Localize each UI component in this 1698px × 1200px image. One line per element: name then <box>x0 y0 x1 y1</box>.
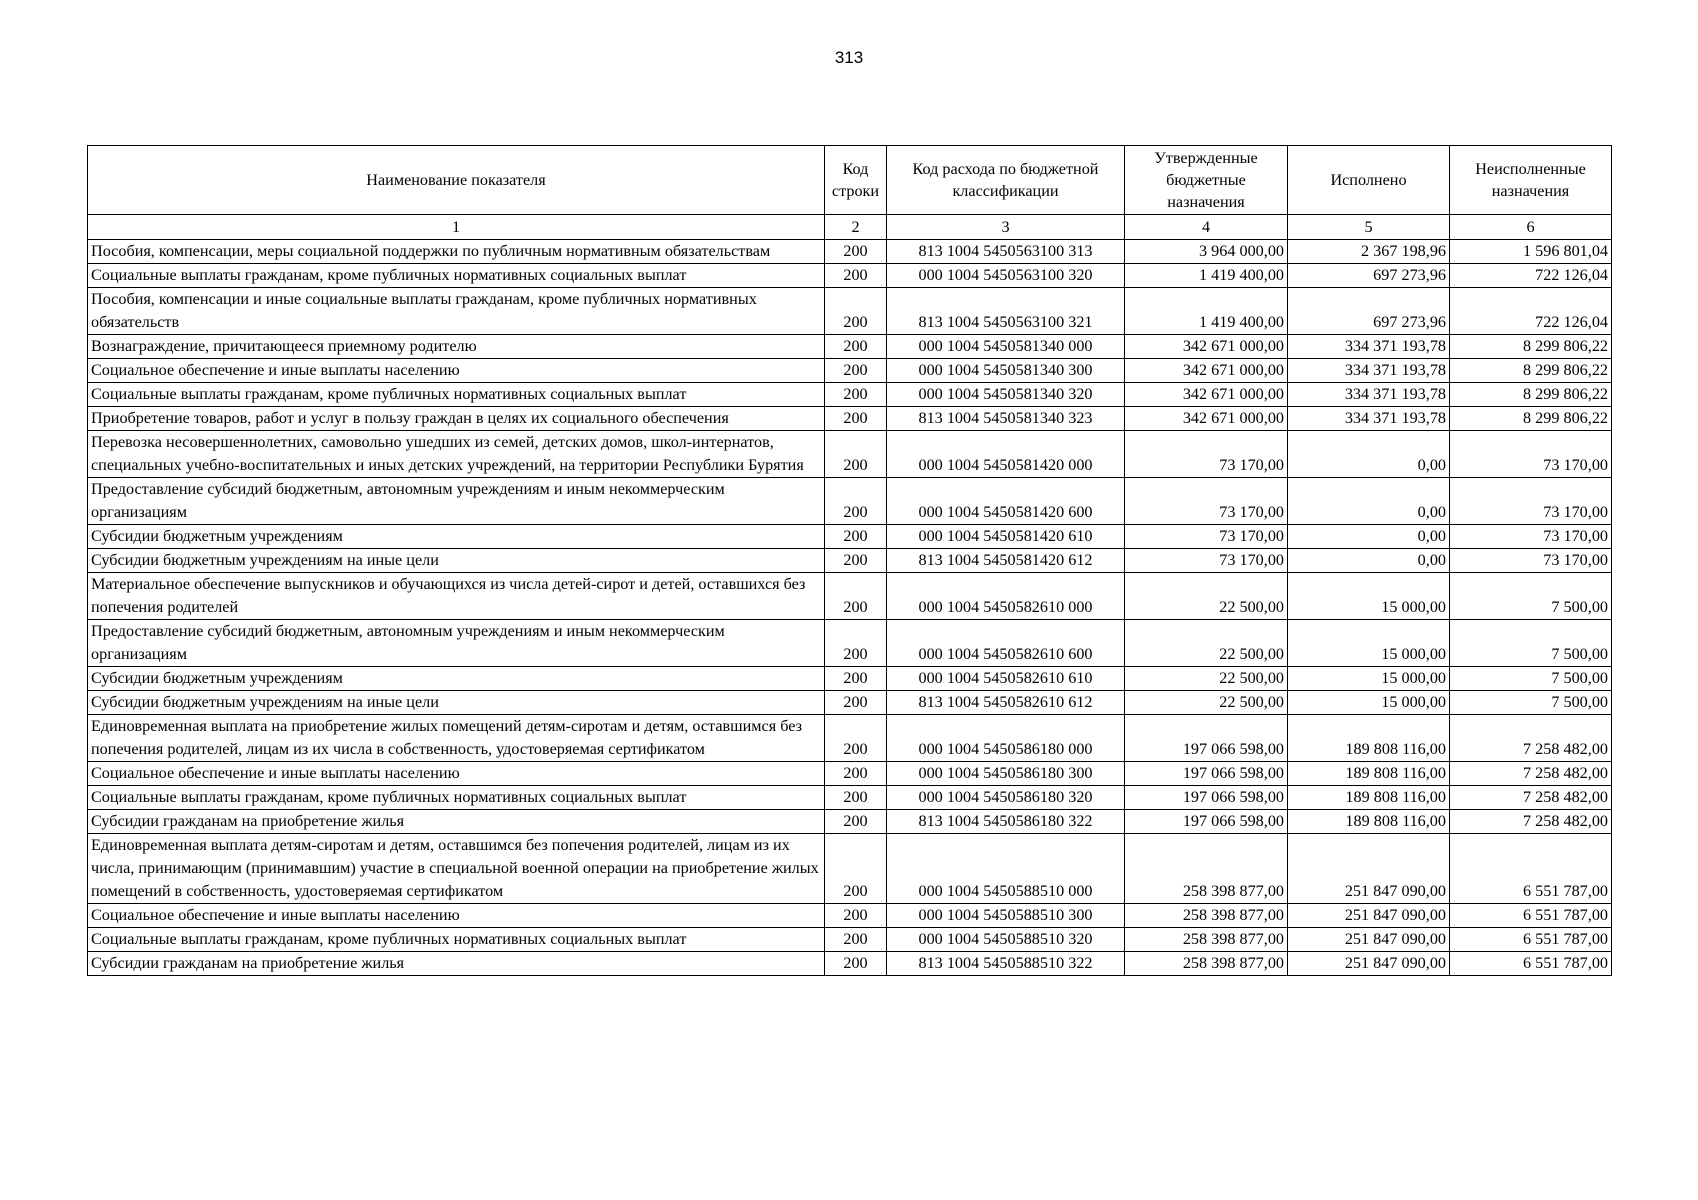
row-approved: 258 398 877,00 <box>1125 952 1288 976</box>
row-approved: 1 419 400,00 <box>1125 288 1288 335</box>
row-line-code: 200 <box>825 810 887 834</box>
row-unexecuted: 7 500,00 <box>1450 573 1612 620</box>
row-unexecuted: 73 170,00 <box>1450 431 1612 478</box>
table-row <box>88 928 1612 952</box>
row-budget-code: 813 1004 5450588510 322 <box>887 952 1125 976</box>
header-budget-class-code: Код расхода по бюджетной классификации <box>887 146 1125 215</box>
column-number: 4 <box>1125 215 1288 240</box>
row-approved: 342 671 000,00 <box>1125 407 1288 431</box>
header-row <box>88 146 1612 215</box>
row-budget-code: 000 1004 5450582610 000 <box>887 573 1125 620</box>
row-approved: 258 398 877,00 <box>1125 834 1288 904</box>
row-approved: 22 500,00 <box>1125 573 1288 620</box>
row-unexecuted: 73 170,00 <box>1450 525 1612 549</box>
table-body <box>88 240 1612 976</box>
row-line-code: 200 <box>825 834 887 904</box>
table-row <box>88 359 1612 383</box>
header-approved: Утвержденные бюджетные назначения <box>1125 146 1288 215</box>
row-approved: 73 170,00 <box>1125 478 1288 525</box>
row-approved: 22 500,00 <box>1125 620 1288 667</box>
row-line-code: 200 <box>825 620 887 667</box>
row-name: Приобретение товаров, работ и услуг в пользу граждан в целях их социального обеспечения <box>88 407 825 431</box>
row-line-code: 200 <box>825 240 887 264</box>
row-approved: 22 500,00 <box>1125 667 1288 691</box>
table-row <box>88 762 1612 786</box>
table-row <box>88 383 1612 407</box>
row-line-code: 200 <box>825 691 887 715</box>
row-name: Субсидии бюджетным учреждениям на иные цели <box>88 691 825 715</box>
row-approved: 3 964 000,00 <box>1125 240 1288 264</box>
row-unexecuted: 7 500,00 <box>1450 620 1612 667</box>
row-executed: 189 808 116,00 <box>1288 762 1450 786</box>
row-unexecuted: 6 551 787,00 <box>1450 928 1612 952</box>
row-approved: 197 066 598,00 <box>1125 715 1288 762</box>
row-name: Субсидии бюджетным учреждениям <box>88 667 825 691</box>
row-budget-code: 000 1004 5450588510 320 <box>887 928 1125 952</box>
row-name: Социальное обеспечение и иные выплаты населению <box>88 762 825 786</box>
row-name: Социальные выплаты гражданам, кроме публичных нормативных социальных выплат <box>88 383 825 407</box>
row-executed: 334 371 193,78 <box>1288 359 1450 383</box>
row-executed: 189 808 116,00 <box>1288 786 1450 810</box>
row-approved: 197 066 598,00 <box>1125 762 1288 786</box>
table-header <box>88 146 1612 240</box>
row-approved: 342 671 000,00 <box>1125 359 1288 383</box>
row-executed: 189 808 116,00 <box>1288 810 1450 834</box>
row-executed: 334 371 193,78 <box>1288 407 1450 431</box>
column-number: 1 <box>88 215 825 240</box>
row-budget-code: 000 1004 5450586180 300 <box>887 762 1125 786</box>
row-name: Вознаграждение, причитающееся приемному родителю <box>88 335 825 359</box>
row-unexecuted: 8 299 806,22 <box>1450 407 1612 431</box>
row-unexecuted: 8 299 806,22 <box>1450 335 1612 359</box>
row-line-code: 200 <box>825 383 887 407</box>
row-budget-code: 813 1004 5450581420 612 <box>887 549 1125 573</box>
table-row <box>88 431 1612 478</box>
row-unexecuted: 8 299 806,22 <box>1450 359 1612 383</box>
row-approved: 258 398 877,00 <box>1125 904 1288 928</box>
row-budget-code: 813 1004 5450563100 313 <box>887 240 1125 264</box>
row-approved: 258 398 877,00 <box>1125 928 1288 952</box>
row-approved: 342 671 000,00 <box>1125 383 1288 407</box>
row-line-code: 200 <box>825 715 887 762</box>
row-budget-code: 813 1004 5450586180 322 <box>887 810 1125 834</box>
row-executed: 697 273,96 <box>1288 264 1450 288</box>
row-budget-code: 000 1004 5450581340 320 <box>887 383 1125 407</box>
header-unexecuted: Неисполненные назначения <box>1450 146 1612 215</box>
row-unexecuted: 7 258 482,00 <box>1450 715 1612 762</box>
row-line-code: 200 <box>825 478 887 525</box>
row-approved: 342 671 000,00 <box>1125 335 1288 359</box>
row-executed: 0,00 <box>1288 478 1450 525</box>
row-executed: 15 000,00 <box>1288 691 1450 715</box>
row-name: Предоставление субсидий бюджетным, автономным учреждениям и иным некоммерческим организациям <box>88 620 825 667</box>
table-row <box>88 335 1612 359</box>
row-line-code: 200 <box>825 786 887 810</box>
row-executed: 251 847 090,00 <box>1288 928 1450 952</box>
row-executed: 334 371 193,78 <box>1288 335 1450 359</box>
row-unexecuted: 722 126,04 <box>1450 288 1612 335</box>
row-budget-code: 813 1004 5450582610 612 <box>887 691 1125 715</box>
row-name: Пособия, компенсации, меры социальной поддержки по публичным нормативным обязательствам <box>88 240 825 264</box>
table-row <box>88 834 1612 904</box>
column-number: 2 <box>825 215 887 240</box>
row-unexecuted: 7 258 482,00 <box>1450 786 1612 810</box>
row-line-code: 200 <box>825 335 887 359</box>
table-row <box>88 240 1612 264</box>
row-executed: 15 000,00 <box>1288 620 1450 667</box>
row-line-code: 200 <box>825 904 887 928</box>
row-approved: 73 170,00 <box>1125 525 1288 549</box>
row-budget-code: 000 1004 5450581420 610 <box>887 525 1125 549</box>
row-name: Единовременная выплата на приобретение жилых помещений детям-сиротам и детям, оставшимся без попечения родителей, лицам из их числа в собственность, удостоверяемая сертификатом <box>88 715 825 762</box>
row-unexecuted: 7 258 482,00 <box>1450 810 1612 834</box>
row-unexecuted: 7 500,00 <box>1450 667 1612 691</box>
row-approved: 197 066 598,00 <box>1125 786 1288 810</box>
row-unexecuted: 6 551 787,00 <box>1450 952 1612 976</box>
row-line-code: 200 <box>825 952 887 976</box>
row-line-code: 200 <box>825 762 887 786</box>
row-approved: 22 500,00 <box>1125 691 1288 715</box>
row-line-code: 200 <box>825 288 887 335</box>
row-line-code: 200 <box>825 573 887 620</box>
row-line-code: 200 <box>825 359 887 383</box>
row-executed: 0,00 <box>1288 525 1450 549</box>
row-budget-code: 000 1004 5450581420 600 <box>887 478 1125 525</box>
table-row <box>88 407 1612 431</box>
row-unexecuted: 1 596 801,04 <box>1450 240 1612 264</box>
row-budget-code: 000 1004 5450582610 610 <box>887 667 1125 691</box>
row-budget-code: 000 1004 5450581340 300 <box>887 359 1125 383</box>
row-unexecuted: 6 551 787,00 <box>1450 904 1612 928</box>
column-numbers-row <box>88 215 1612 240</box>
table-row <box>88 667 1612 691</box>
row-name: Субсидии бюджетным учреждениям <box>88 525 825 549</box>
row-name: Социальное обеспечение и иные выплаты населению <box>88 359 825 383</box>
table-row <box>88 525 1612 549</box>
table-row <box>88 264 1612 288</box>
row-name: Перевозка несовершеннолетних, самовольно ушедших из семей, детских домов, школ-интернатов, специальных учебно-воспитательных и иных детских учреждений, на территории Республики Бурятия <box>88 431 825 478</box>
row-name: Субсидии бюджетным учреждениям на иные цели <box>88 549 825 573</box>
row-name: Единовременная выплата детям-сиротам и детям, оставшимся без попечения родителей, лицам из их числа, принимающим (принимавшим) участие в специальной военной операции на приобретение жилых помещений в собственность, удостоверяемая сертификатом <box>88 834 825 904</box>
row-line-code: 200 <box>825 407 887 431</box>
row-unexecuted: 6 551 787,00 <box>1450 834 1612 904</box>
column-number: 3 <box>887 215 1125 240</box>
row-line-code: 200 <box>825 431 887 478</box>
row-executed: 189 808 116,00 <box>1288 715 1450 762</box>
row-unexecuted: 722 126,04 <box>1450 264 1612 288</box>
row-executed: 0,00 <box>1288 431 1450 478</box>
row-name: Пособия, компенсации и иные социальные выплаты гражданам, кроме публичных нормативных обязательств <box>88 288 825 335</box>
row-executed: 251 847 090,00 <box>1288 904 1450 928</box>
row-executed: 334 371 193,78 <box>1288 383 1450 407</box>
row-budget-code: 000 1004 5450588510 000 <box>887 834 1125 904</box>
row-executed: 697 273,96 <box>1288 288 1450 335</box>
row-budget-code: 000 1004 5450581420 000 <box>887 431 1125 478</box>
table-row <box>88 478 1612 525</box>
table-row <box>88 904 1612 928</box>
table-row <box>88 288 1612 335</box>
row-unexecuted: 8 299 806,22 <box>1450 383 1612 407</box>
row-name: Субсидии гражданам на приобретение жилья <box>88 810 825 834</box>
row-approved: 1 419 400,00 <box>1125 264 1288 288</box>
header-indicator-name: Наименование показателя <box>88 146 825 215</box>
row-budget-code: 000 1004 5450588510 300 <box>887 904 1125 928</box>
table-row <box>88 549 1612 573</box>
table-row <box>88 810 1612 834</box>
row-unexecuted: 7 258 482,00 <box>1450 762 1612 786</box>
row-line-code: 200 <box>825 667 887 691</box>
page-number: 313 <box>834 48 864 67</box>
row-budget-code: 000 1004 5450582610 600 <box>887 620 1125 667</box>
row-name: Социальные выплаты гражданам, кроме публичных нормативных социальных выплат <box>88 264 825 288</box>
row-name: Материальное обеспечение выпускников и обучающихся из числа детей-сирот и детей, оставшихся без попечения родителей <box>88 573 825 620</box>
header-line-code: Код строки <box>825 146 887 215</box>
table-row <box>88 620 1612 667</box>
table-row <box>88 573 1612 620</box>
row-approved: 197 066 598,00 <box>1125 810 1288 834</box>
row-executed: 2 367 198,96 <box>1288 240 1450 264</box>
row-unexecuted: 73 170,00 <box>1450 478 1612 525</box>
row-budget-code: 000 1004 5450586180 320 <box>887 786 1125 810</box>
row-budget-code: 813 1004 5450581340 323 <box>887 407 1125 431</box>
row-name: Социальные выплаты гражданам, кроме публичных нормативных социальных выплат <box>88 928 825 952</box>
column-number: 5 <box>1288 215 1450 240</box>
row-budget-code: 000 1004 5450563100 320 <box>887 264 1125 288</box>
row-name: Социальные выплаты гражданам, кроме публичных нормативных социальных выплат <box>88 786 825 810</box>
row-executed: 251 847 090,00 <box>1288 834 1450 904</box>
row-budget-code: 000 1004 5450586180 000 <box>887 715 1125 762</box>
table-row <box>88 691 1612 715</box>
row-line-code: 200 <box>825 928 887 952</box>
table-row <box>88 715 1612 762</box>
budget-execution-table <box>87 145 1612 976</box>
row-executed: 15 000,00 <box>1288 667 1450 691</box>
row-unexecuted: 7 500,00 <box>1450 691 1612 715</box>
row-executed: 0,00 <box>1288 549 1450 573</box>
row-executed: 15 000,00 <box>1288 573 1450 620</box>
row-approved: 73 170,00 <box>1125 431 1288 478</box>
row-budget-code: 000 1004 5450581340 000 <box>887 335 1125 359</box>
row-unexecuted: 73 170,00 <box>1450 549 1612 573</box>
table-row <box>88 952 1612 976</box>
header-executed: Исполнено <box>1288 146 1450 215</box>
table-row <box>88 786 1612 810</box>
column-number: 6 <box>1450 215 1612 240</box>
row-line-code: 200 <box>825 264 887 288</box>
row-name: Социальное обеспечение и иные выплаты населению <box>88 904 825 928</box>
row-line-code: 200 <box>825 549 887 573</box>
row-name: Предоставление субсидий бюджетным, автономным учреждениям и иным некоммерческим организациям <box>88 478 825 525</box>
row-budget-code: 813 1004 5450563100 321 <box>887 288 1125 335</box>
row-executed: 251 847 090,00 <box>1288 952 1450 976</box>
row-line-code: 200 <box>825 525 887 549</box>
row-approved: 73 170,00 <box>1125 549 1288 573</box>
row-name: Субсидии гражданам на приобретение жилья <box>88 952 825 976</box>
